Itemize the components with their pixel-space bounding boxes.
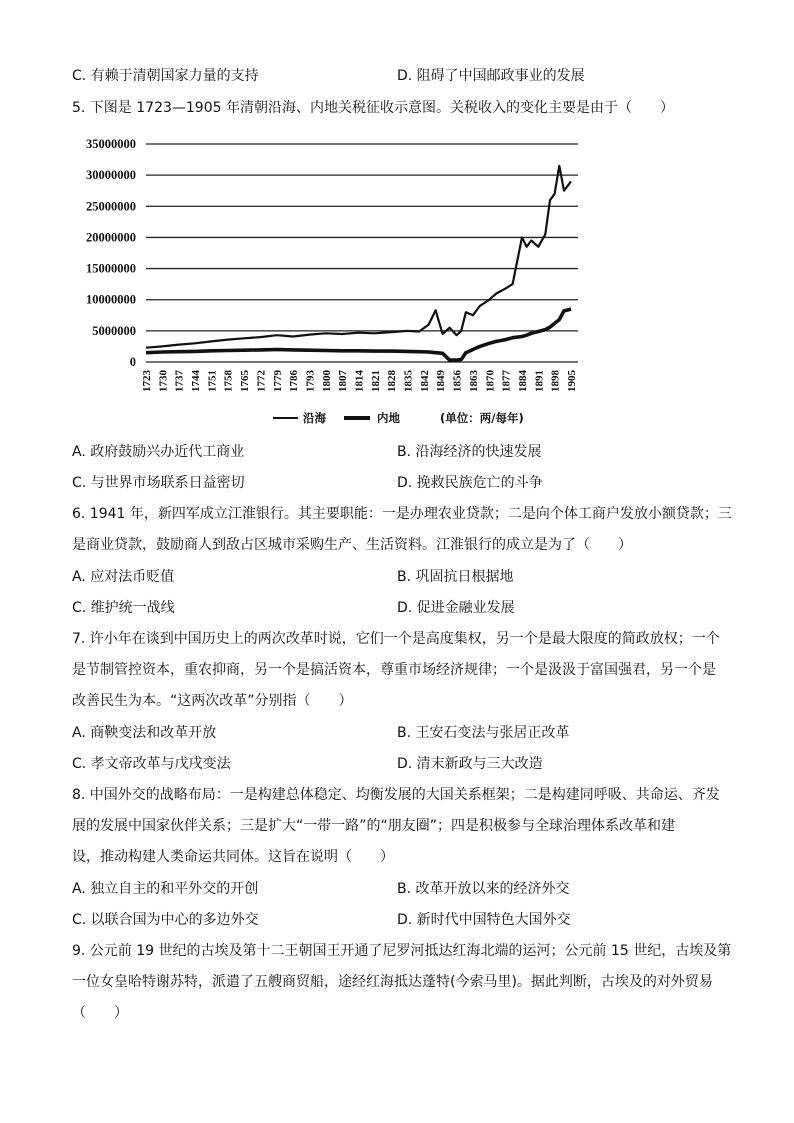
y-tick-35000000: 35000000 [86,137,136,151]
q9-stem-line2: 一位女皇哈特谢苏特，派遣了五艘商贸船，途经红海抵达蓬特(今索马里)。据此判断，古埃及的对外贸易 [72,974,713,990]
q8-stem-line2: 展的发展中国家伙伴关系；三是扩大“一带一路”的“朋友圈”；四是积极参与全球治理体系改革和建 [72,818,676,834]
y-tick-0: 0 [129,355,136,369]
x-tick-1842: 1842 [418,370,431,392]
q9-stem-line3: （ ） [72,1005,128,1021]
x-tick-1814: 1814 [353,370,366,392]
q6-option-a[interactable]: A. 应对法币贬值 [72,569,175,585]
x-tick-1884: 1884 [516,370,529,392]
q5-option-b[interactable]: B. 沿海经济的快速发展 [397,444,542,460]
x-tick-1870: 1870 [484,370,497,392]
x-tick-1800: 1800 [320,370,333,392]
q7-option-d[interactable]: D. 清末新政与三大改造 [397,756,543,772]
chart-x-tick-labels [141,370,578,393]
legend-unit-note: (单位：两/每年) [440,411,524,425]
series-line-inland [146,309,571,360]
x-tick-1786: 1786 [288,370,301,392]
q8-option-c[interactable]: C. 以联合国为中心的多边外交 [72,912,259,928]
q6-stem-line2: 是商业贷款，鼓励商人到敌占区城市采购生产、生活资料。江淮银行的成立是为了（ ） [72,537,632,553]
y-tick-30000000: 30000000 [86,168,136,183]
q5-option-a[interactable]: A. 政府鼓励兴办近代工商业 [72,444,245,460]
q7-option-a[interactable]: A. 商鞅变法和改革开放 [72,725,217,741]
q7-stem-line2: 是节制管控资本，重农抑商，另一个是搞活资本，尊重市场经济规律；一个是汲汲于富国强君，另一个是 [72,662,716,678]
series-line-coastal [146,166,571,348]
q5-option-c[interactable]: C. 与世界市场联系日益密切 [72,475,245,491]
q6-option-c[interactable]: C. 维护统一战线 [72,600,175,616]
x-tick-1730: 1730 [157,370,170,392]
x-tick-1821: 1821 [369,370,382,392]
x-tick-1835: 1835 [402,370,415,392]
legend-label-coastal: 沿海 [303,411,326,425]
y-tick-10000000: 10000000 [86,292,136,307]
tariff-line-chart [68,124,598,432]
x-tick-1765: 1765 [239,370,252,392]
q7-stem-line1: 7. 许小年在谈到中国历史上的两次改革时说，它们一个是高度集权，另一个是最大限度的简政放权；一个 [72,631,720,647]
y-tick-5000000: 5000000 [92,323,136,338]
q4-option-c[interactable]: C. 有赖于清朝国家力量的支持 [72,68,259,84]
x-tick-1751: 1751 [206,370,219,392]
x-tick-1793: 1793 [304,370,317,392]
y-tick-15000000: 15000000 [86,261,136,276]
x-tick-1898: 1898 [549,370,562,393]
x-tick-1863: 1863 [467,370,480,392]
q9-stem-line1: 9. 公元前 19 世纪的古埃及第十二王朝国王开通了尼罗河抵达红海北端的运河；公元前 15 世纪，古埃及第 [72,943,732,959]
q5-option-d[interactable]: D. 挽救民族危亡的斗争 [397,475,543,491]
chart-y-tick-labels [86,137,136,369]
q8-option-d[interactable]: D. 新时代中国特色大国外交 [397,912,571,928]
x-tick-1877: 1877 [500,370,513,392]
q6-option-d[interactable]: D. 促进金融业发展 [397,600,515,616]
q8-option-b[interactable]: B. 改革开放以来的经济外交 [397,881,570,897]
x-tick-1779: 1779 [271,370,284,392]
y-tick-20000000: 20000000 [86,230,136,245]
x-tick-1891: 1891 [533,370,546,392]
x-tick-1758: 1758 [222,370,235,392]
q7-option-c[interactable]: C. 孝文帝改革与戊戌变法 [72,756,231,772]
x-tick-1737: 1737 [173,370,186,392]
x-tick-1828: 1828 [386,370,399,392]
x-tick-1849: 1849 [435,370,448,392]
x-tick-1772: 1772 [255,370,268,392]
x-tick-1723: 1723 [141,370,153,392]
q5-stem: 5. 下图是 1723—1905 年清朝沿海、内地关税征收示意图。关税收入的变化主要是由于（ ） [72,100,674,116]
x-tick-1744: 1744 [190,370,203,392]
chart-gridlines [146,144,578,362]
chart-legend [273,411,524,425]
q6-stem-line1: 6. 1941 年，新四军成立江淮银行。其主要职能：一是办理农业贷款；二是向个体工商户发放小额贷款；三 [72,506,732,522]
x-tick-1905: 1905 [565,370,578,393]
q6-option-b[interactable]: B. 巩固抗日根据地 [397,569,514,585]
q8-option-a[interactable]: A. 独立自主的和平外交的开创 [72,881,259,897]
x-tick-1856: 1856 [451,370,464,392]
q4-option-d[interactable]: D. 阻碍了中国邮政事业的发展 [397,68,585,84]
q7-option-b[interactable]: B. 王安石变法与张居正改革 [397,725,570,741]
x-tick-1807: 1807 [337,370,350,392]
legend-label-inland: 内地 [377,411,400,425]
q7-stem-line3: 改善民生为本。“这两次改革”分别指（ ） [72,693,353,709]
q8-stem-line1: 8. 中国外交的战略布局：一是构建总体稳定、均衡发展的大国关系框架；二是构建同呼吸、共命运、齐发 [72,787,720,803]
q8-stem-line3: 设，推动构建人类命运共同体。这旨在说明（ ） [72,849,394,865]
y-tick-25000000: 25000000 [86,199,136,214]
